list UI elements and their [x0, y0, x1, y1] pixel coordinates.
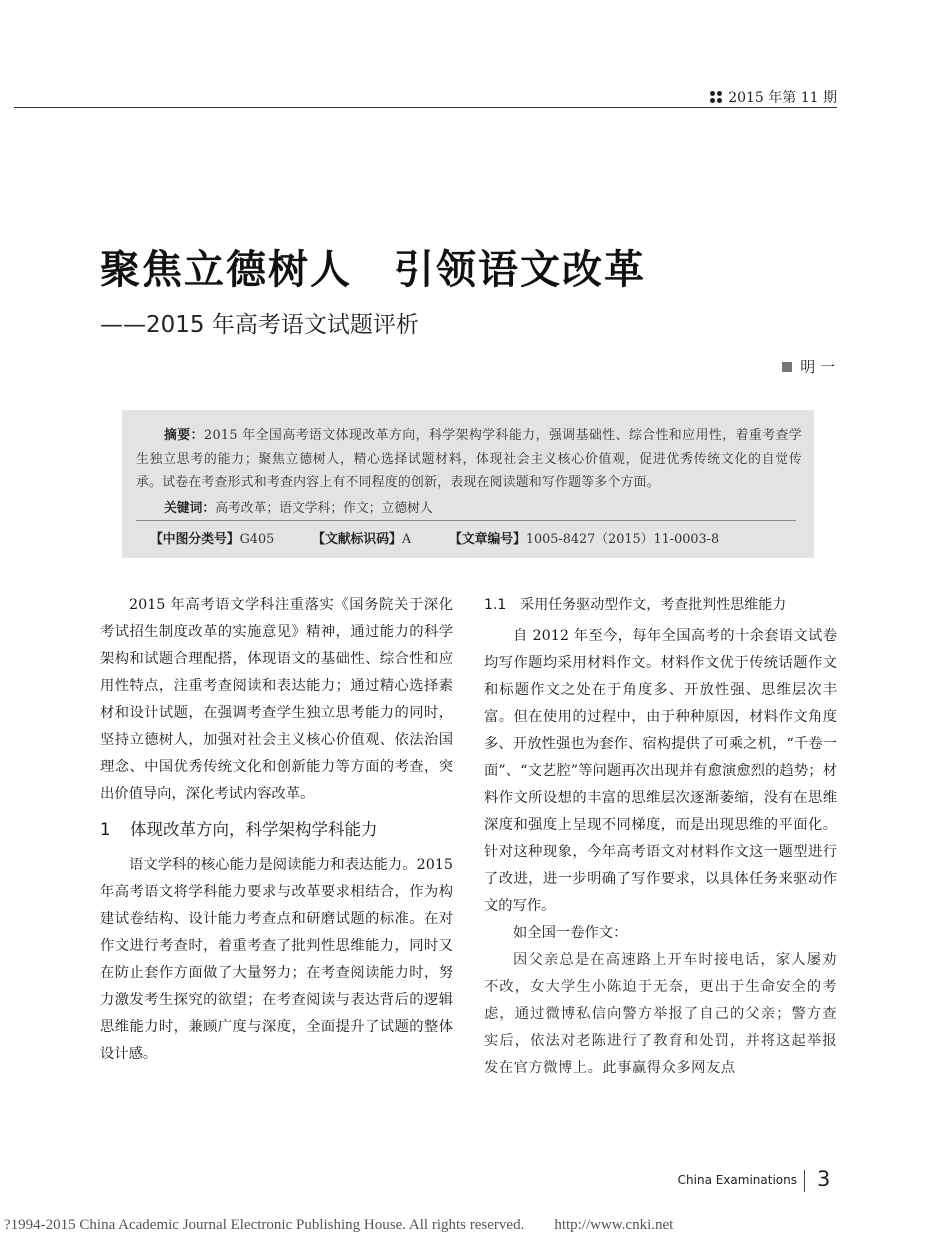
abstract-divider	[136, 520, 796, 521]
copyright-notice: ?1994-2015 China Academic Journal Electronic Publishing House. All rights reserved. http://www.cnki.net	[4, 1217, 674, 1233]
footer-brand: China Examinations	[677, 1173, 797, 1187]
classification-line	[150, 528, 719, 547]
page-number: 3	[817, 1167, 831, 1191]
author	[782, 356, 835, 377]
article-no	[449, 528, 719, 547]
article-title: 聚焦立德树人 引领语文改革	[100, 246, 646, 293]
section-1-title: 体现改革方向，科学架构学科能力	[130, 820, 378, 839]
intro-paragraph: 2015 年高考语文学科注重落实《国务院关于深化考试招生制度改革的实施意见》精神，通过能力的科学架构和试题合理配搭，体现语文的基础性、综合性和应用性特点，注重考查阅读和表达能力；通过精心选择素材和设计试题，在强调考查学生独立思考能力的同时，坚持立德树人，加强对社会主义核心价值观、依法治国理念、中国优秀传统文化和创新能力等方面的考查，突出价值导向，深化考试内容改革。	[100, 597, 453, 802]
right-column	[484, 592, 837, 1082]
article-subtitle: ——2015 年高考语文试题评析	[100, 312, 419, 338]
section-1-1-paragraph: 自 2012 年至今，每年全国高考的十余套语文试卷均写作题均采用材料作文。材料作文优于传统话题作文和标题作文之处在于角度多、开放性强、思维层次丰富。但在使用的过程中，由于种种原因，材料作文角度多、开放性强也为套作、宿构提供了可乘之机，“千卷一面”、“文艺腔”等问题再次出现并有愈演愈烈的趋势；材料作文所设想的丰富的思维层次逐渐萎缩，没有在思维深度和强度上呈现不同梯度，而是出现思维的平面化。针对这种现象，今年高考语文对材料作文这一题型进行了改进，进一步明确了写作要求，以具体任务来驱动作文的写作。	[484, 628, 837, 914]
dots-icon	[710, 91, 722, 103]
header-rule	[14, 107, 837, 108]
square-bullet-icon	[782, 362, 792, 372]
keywords	[164, 497, 433, 516]
abstract	[136, 424, 802, 495]
clc-value: G405	[239, 532, 275, 547]
author-name: 明 一	[800, 358, 835, 376]
article-no-label: 【文章编号】	[449, 532, 526, 547]
example-quote: 因父亲总是在高速路上开车时接电话，家人屡劝不改，女大学生小陈迫于无奈，更出于生命安全的考虑，通过微博私信向警方举报了自己的父亲；警方查实后，依法对老陈进行了教育和处罚，并将这起举报发在官方微博上。此事赢得众多网友点	[484, 952, 837, 1076]
keywords-label: 关键词：	[164, 501, 216, 516]
doc-code-value: A	[401, 532, 412, 547]
abstract-text: 2015 年全国高考语文体现改革方向，科学架构学科能力，强调基础性、综合性和应用性，着重考查学生独立思考的能力；聚焦立德树人，精心选择试题材料，体现社会主义核心价值观，促进优秀传统文化的自觉传承。试卷在考查形式和考查内容上有不同程度的创新，表现在阅读题和写作题等多个方面。	[136, 428, 803, 490]
example-intro: 如全国一卷作文：	[513, 925, 628, 941]
section-1-number: 1	[100, 820, 111, 839]
clc-label: 【中图分类号】	[150, 532, 240, 547]
section-1-heading	[100, 817, 453, 843]
doc-code-label: 【文献标识码】	[312, 532, 402, 547]
section-1-1-heading: 1.1 采用任务驱动型作文，考查批判性思维能力	[484, 597, 787, 613]
footer-divider	[804, 1170, 805, 1192]
keywords-text: 高考改革；语文学科；作文；立德树人	[215, 501, 433, 516]
left-column	[100, 592, 453, 1068]
doc-code	[312, 528, 411, 547]
abstract-label: 摘要：	[164, 428, 204, 443]
issue-text: 2015 年第 11 期	[728, 90, 837, 106]
clc	[150, 528, 274, 547]
issue-label	[710, 87, 837, 107]
article-no-value: 1005-8427（2015）11-0003-8	[525, 532, 720, 547]
section-1-paragraph: 语文学科的核心能力是阅读能力和表达能力。2015 年高考语文将学科能力要求与改革要求相结合，作为构建试卷结构、设计能力考查点和研磨试题的标准。在对作文进行考查时，着重考查了批判性思维能力，同时又在防止套作方面做了大量努力；在考查阅读能力时，努力激发考生探究的欲望；在考查阅读与表达背后的逻辑思维能力时，兼顾广度与深度，全面提升了试题的整体设计感。	[100, 857, 453, 1062]
